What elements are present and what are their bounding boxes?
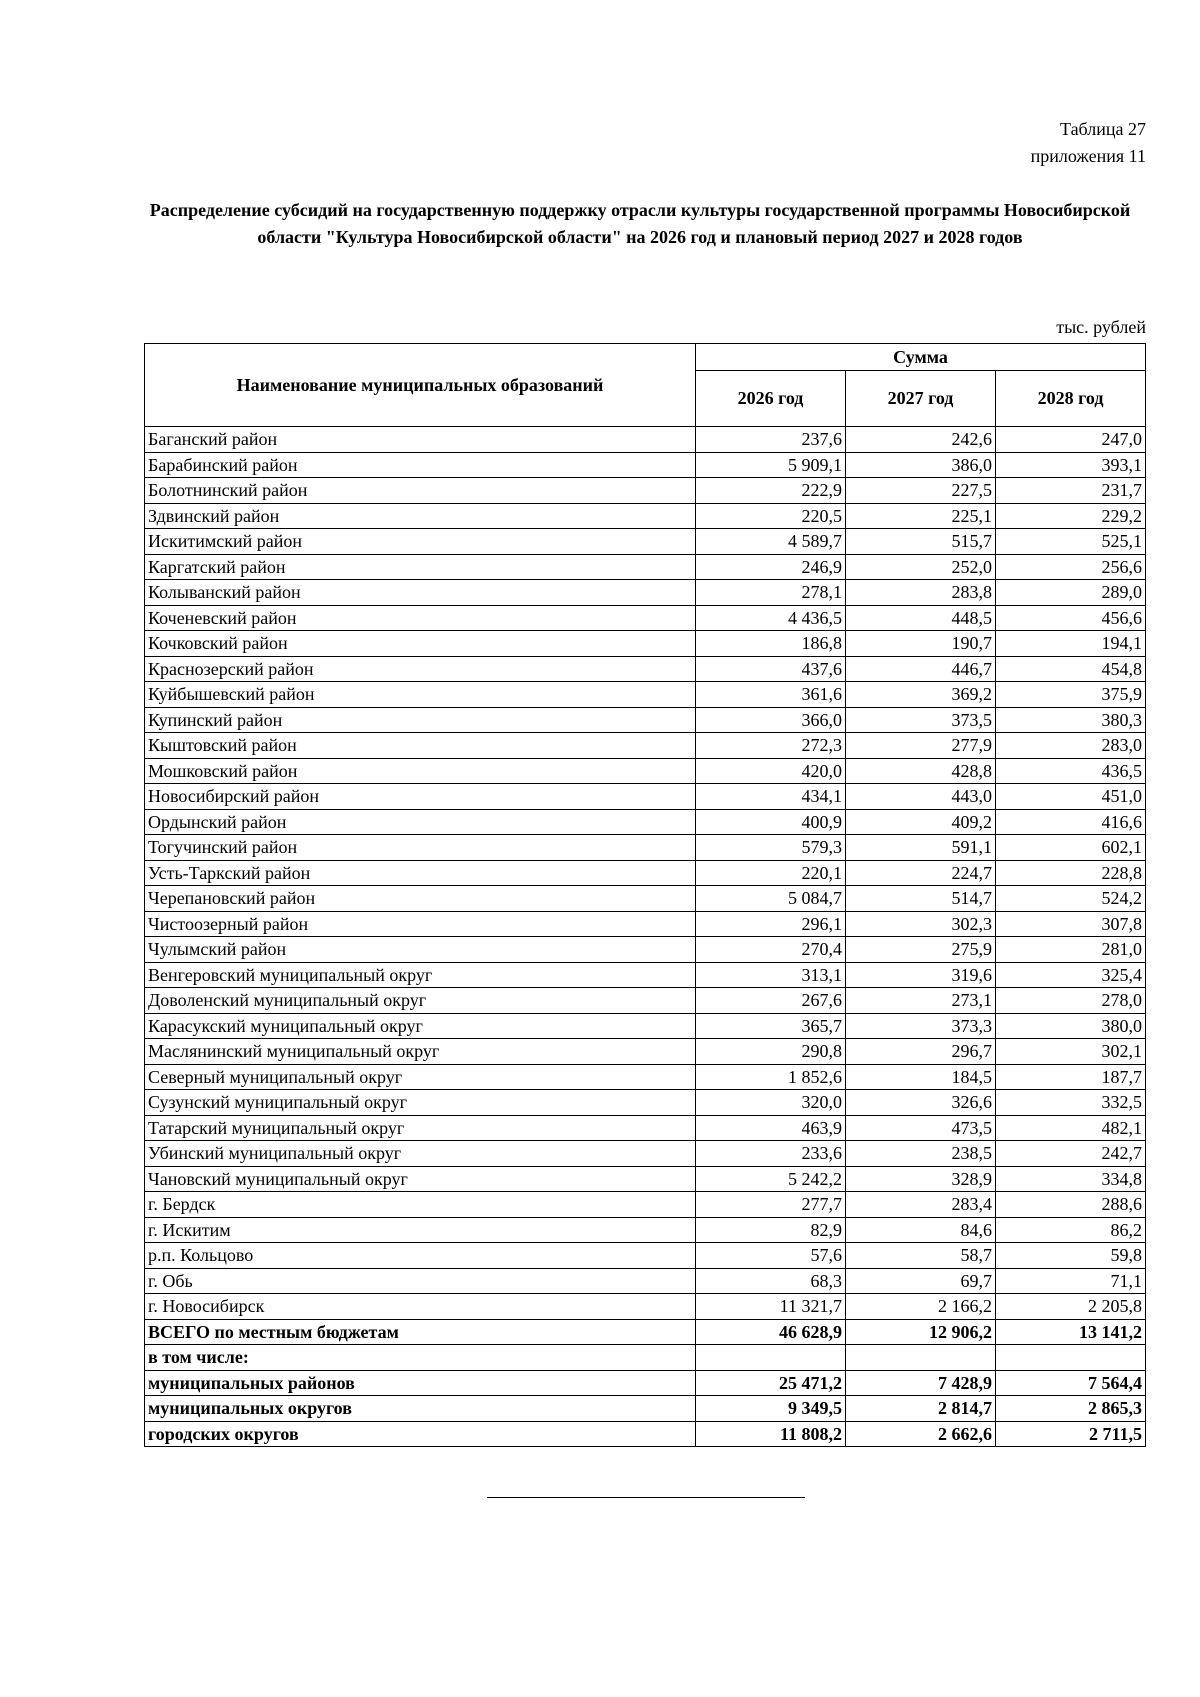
table-row xyxy=(145,1319,1146,1345)
amount-cell: 325,4 xyxy=(996,962,1146,988)
table-row xyxy=(145,1039,1146,1065)
municipality-name: Коченевский район xyxy=(145,605,696,631)
table-row xyxy=(145,452,1146,478)
amount-cell: 233,6 xyxy=(696,1141,846,1167)
amount-cell: 2 865,3 xyxy=(996,1396,1146,1422)
municipality-name: Ордынский район xyxy=(145,809,696,835)
municipality-name: Баганский район xyxy=(145,427,696,453)
table-row xyxy=(145,1090,1146,1116)
amount-cell: 237,6 xyxy=(696,427,846,453)
amount-cell: 246,9 xyxy=(696,554,846,580)
amount-cell: 224,7 xyxy=(846,860,996,886)
amount-cell: 400,9 xyxy=(696,809,846,835)
table-row xyxy=(145,886,1146,912)
table-row xyxy=(145,478,1146,504)
amount-cell: 9 349,5 xyxy=(696,1396,846,1422)
amount-cell: 5 909,1 xyxy=(696,452,846,478)
amount-cell xyxy=(846,1345,996,1371)
appendix-reference: приложения 11 xyxy=(1030,146,1146,166)
amount-cell: 525,1 xyxy=(996,529,1146,555)
municipality-name: Венгеровский муниципальный округ xyxy=(145,962,696,988)
column-header-year: 2026 год xyxy=(696,371,846,427)
amount-cell: 2 814,7 xyxy=(846,1396,996,1422)
amount-cell: 365,7 xyxy=(696,1013,846,1039)
table-row xyxy=(145,911,1146,937)
amount-cell: 4 589,7 xyxy=(696,529,846,555)
amount-cell: 225,1 xyxy=(846,503,996,529)
amount-cell: 454,8 xyxy=(996,656,1146,682)
municipality-name: Сузунский муниципальный округ xyxy=(145,1090,696,1116)
table-row xyxy=(145,1294,1146,1320)
table-row xyxy=(145,1166,1146,1192)
table-row xyxy=(145,860,1146,886)
amount-cell: 296,7 xyxy=(846,1039,996,1065)
table-row xyxy=(145,1370,1146,1396)
table-row xyxy=(145,1064,1146,1090)
municipality-name: г. Обь xyxy=(145,1268,696,1294)
amount-cell: 320,0 xyxy=(696,1090,846,1116)
amount-cell: 58,7 xyxy=(846,1243,996,1269)
municipality-name: Мошковский район xyxy=(145,758,696,784)
amount-cell: 4 436,5 xyxy=(696,605,846,631)
amount-cell: 231,7 xyxy=(996,478,1146,504)
table-row xyxy=(145,784,1146,810)
amount-cell: 515,7 xyxy=(846,529,996,555)
amount-cell: 25 471,2 xyxy=(696,1370,846,1396)
amount-cell: 332,5 xyxy=(996,1090,1146,1116)
table-row xyxy=(145,580,1146,606)
amount-cell: 373,3 xyxy=(846,1013,996,1039)
amount-cell: 420,0 xyxy=(696,758,846,784)
table-row xyxy=(145,1396,1146,1422)
amount-cell: 448,5 xyxy=(846,605,996,631)
table-row xyxy=(145,809,1146,835)
municipality-name: Здвинский район xyxy=(145,503,696,529)
amount-cell: 524,2 xyxy=(996,886,1146,912)
table-row xyxy=(145,1192,1146,1218)
amount-cell: 184,5 xyxy=(846,1064,996,1090)
table-row xyxy=(145,503,1146,529)
amount-cell: 68,3 xyxy=(696,1268,846,1294)
table-row xyxy=(145,835,1146,861)
amount-cell: 270,4 xyxy=(696,937,846,963)
municipality-name: Черепановский район xyxy=(145,886,696,912)
amount-cell: 296,1 xyxy=(696,911,846,937)
column-header-sum: Сумма xyxy=(696,344,1146,371)
amount-cell: 267,6 xyxy=(696,988,846,1014)
amount-cell: 2 711,5 xyxy=(996,1421,1146,1447)
amount-cell: 302,1 xyxy=(996,1039,1146,1065)
table-row xyxy=(145,554,1146,580)
amount-cell: 289,0 xyxy=(996,580,1146,606)
column-header-municipality: Наименование муниципальных образований xyxy=(145,344,696,427)
amount-cell: 59,8 xyxy=(996,1243,1146,1269)
amount-cell: 272,3 xyxy=(696,733,846,759)
amount-cell: 328,9 xyxy=(846,1166,996,1192)
municipality-name: Карасукский муниципальный округ xyxy=(145,1013,696,1039)
amount-cell: 290,8 xyxy=(696,1039,846,1065)
amount-cell: 443,0 xyxy=(846,784,996,810)
amount-cell: 252,0 xyxy=(846,554,996,580)
amount-cell: 393,1 xyxy=(996,452,1146,478)
amount-cell: 229,2 xyxy=(996,503,1146,529)
municipality-name: городских округов xyxy=(145,1421,696,1447)
amount-cell: 187,7 xyxy=(996,1064,1146,1090)
amount-cell: 446,7 xyxy=(846,656,996,682)
amount-cell: 2 662,6 xyxy=(846,1421,996,1447)
amount-cell xyxy=(696,1345,846,1371)
subsidy-table xyxy=(144,343,1146,1447)
amount-cell: 86,2 xyxy=(996,1217,1146,1243)
municipality-name: Чановский муниципальный округ xyxy=(145,1166,696,1192)
amount-cell: 369,2 xyxy=(846,682,996,708)
municipality-name: Усть-Таркский район xyxy=(145,860,696,886)
table-row xyxy=(145,1115,1146,1141)
amount-cell: 283,4 xyxy=(846,1192,996,1218)
amount-cell: 11 321,7 xyxy=(696,1294,846,1320)
amount-cell: 386,0 xyxy=(846,452,996,478)
municipality-name: ВСЕГО по местным бюджетам xyxy=(145,1319,696,1345)
amount-cell: 380,0 xyxy=(996,1013,1146,1039)
amount-cell: 334,8 xyxy=(996,1166,1146,1192)
amount-cell: 278,0 xyxy=(996,988,1146,1014)
amount-cell: 5 084,7 xyxy=(696,886,846,912)
amount-cell: 7 428,9 xyxy=(846,1370,996,1396)
municipality-name: Новосибирский район xyxy=(145,784,696,810)
municipality-name: Искитимский район xyxy=(145,529,696,555)
amount-cell: 281,0 xyxy=(996,937,1146,963)
table-row xyxy=(145,733,1146,759)
amount-cell: 71,1 xyxy=(996,1268,1146,1294)
table-row xyxy=(145,707,1146,733)
table-row xyxy=(145,682,1146,708)
municipality-name: Каргатский район xyxy=(145,554,696,580)
table-row xyxy=(145,988,1146,1014)
municipality-name: Куйбышевский район xyxy=(145,682,696,708)
amount-cell: 277,7 xyxy=(696,1192,846,1218)
document-title: Распределение субсидий на государственную поддержку отрасли культуры государственной программы Новосибирской области "Культура Новосибирской области" на 2026 год и плановый период 2027 и 2028 годов xyxy=(149,200,1131,247)
amount-cell: 13 141,2 xyxy=(996,1319,1146,1345)
amount-cell: 437,6 xyxy=(696,656,846,682)
amount-cell xyxy=(996,1345,1146,1371)
amount-cell: 283,8 xyxy=(846,580,996,606)
table-row xyxy=(145,1421,1146,1447)
table-row xyxy=(145,1268,1146,1294)
amount-cell: 361,6 xyxy=(696,682,846,708)
amount-cell: 190,7 xyxy=(846,631,996,657)
separator-line xyxy=(487,1497,805,1498)
amount-cell: 238,5 xyxy=(846,1141,996,1167)
amount-cell: 5 242,2 xyxy=(696,1166,846,1192)
municipality-name: Убинский муниципальный округ xyxy=(145,1141,696,1167)
amount-cell: 12 906,2 xyxy=(846,1319,996,1345)
amount-cell: 416,6 xyxy=(996,809,1146,835)
amount-cell: 11 808,2 xyxy=(696,1421,846,1447)
municipality-name: Купинский район xyxy=(145,707,696,733)
amount-cell: 222,9 xyxy=(696,478,846,504)
amount-cell: 463,9 xyxy=(696,1115,846,1141)
amount-cell: 194,1 xyxy=(996,631,1146,657)
table-row xyxy=(145,1217,1146,1243)
amount-cell: 256,6 xyxy=(996,554,1146,580)
table-row xyxy=(145,529,1146,555)
amount-cell: 277,9 xyxy=(846,733,996,759)
amount-cell: 275,9 xyxy=(846,937,996,963)
amount-cell: 2 166,2 xyxy=(846,1294,996,1320)
amount-cell: 273,1 xyxy=(846,988,996,1014)
amount-cell: 375,9 xyxy=(996,682,1146,708)
municipality-name: г. Новосибирск xyxy=(145,1294,696,1320)
municipality-name: Маслянинский муниципальный округ xyxy=(145,1039,696,1065)
amount-cell: 380,3 xyxy=(996,707,1146,733)
amount-cell: 579,3 xyxy=(696,835,846,861)
amount-cell: 434,1 xyxy=(696,784,846,810)
amount-cell: 591,1 xyxy=(846,835,996,861)
amount-cell: 288,6 xyxy=(996,1192,1146,1218)
amount-cell: 313,1 xyxy=(696,962,846,988)
amount-cell: 278,1 xyxy=(696,580,846,606)
amount-cell: 247,0 xyxy=(996,427,1146,453)
municipality-name: р.п. Кольцово xyxy=(145,1243,696,1269)
amount-cell: 451,0 xyxy=(996,784,1146,810)
municipality-name: Тогучинский район xyxy=(145,835,696,861)
amount-cell: 242,6 xyxy=(846,427,996,453)
amount-cell: 373,5 xyxy=(846,707,996,733)
municipality-name: Чистоозерный район xyxy=(145,911,696,937)
amount-cell: 2 205,8 xyxy=(996,1294,1146,1320)
amount-cell: 69,7 xyxy=(846,1268,996,1294)
municipality-name: Кочковский район xyxy=(145,631,696,657)
table-number: Таблица 27 xyxy=(1060,119,1146,139)
table-row xyxy=(145,1141,1146,1167)
municipality-name: в том числе: xyxy=(145,1345,696,1371)
amount-cell: 220,1 xyxy=(696,860,846,886)
table-row xyxy=(145,937,1146,963)
table-row xyxy=(145,427,1146,453)
municipality-name: Чулымский район xyxy=(145,937,696,963)
municipality-name: г. Бердск xyxy=(145,1192,696,1218)
amount-cell: 436,5 xyxy=(996,758,1146,784)
amount-cell: 220,5 xyxy=(696,503,846,529)
amount-cell: 228,8 xyxy=(996,860,1146,886)
table-row xyxy=(145,631,1146,657)
column-header-year: 2028 год xyxy=(996,371,1146,427)
amount-cell: 473,5 xyxy=(846,1115,996,1141)
amount-cell: 428,8 xyxy=(846,758,996,784)
amount-cell: 307,8 xyxy=(996,911,1146,937)
amount-cell: 227,5 xyxy=(846,478,996,504)
amount-cell: 242,7 xyxy=(996,1141,1146,1167)
amount-cell: 283,0 xyxy=(996,733,1146,759)
table-row xyxy=(145,962,1146,988)
amount-cell: 46 628,9 xyxy=(696,1319,846,1345)
table-row xyxy=(145,605,1146,631)
table-row xyxy=(145,1345,1146,1371)
municipality-name: Татарский муниципальный округ xyxy=(145,1115,696,1141)
municipality-name: Кыштовский район xyxy=(145,733,696,759)
municipality-name: муниципальных округов xyxy=(145,1396,696,1422)
table-row xyxy=(145,1013,1146,1039)
municipality-name: Северный муниципальный округ xyxy=(145,1064,696,1090)
amount-cell: 319,6 xyxy=(846,962,996,988)
column-header-year: 2027 год xyxy=(846,371,996,427)
municipality-name: Болотнинский район xyxy=(145,478,696,504)
municipality-name: Колыванский район xyxy=(145,580,696,606)
amount-cell: 7 564,4 xyxy=(996,1370,1146,1396)
amount-cell: 186,8 xyxy=(696,631,846,657)
amount-cell: 82,9 xyxy=(696,1217,846,1243)
municipality-name: Доволенский муниципальный округ xyxy=(145,988,696,1014)
amount-cell: 57,6 xyxy=(696,1243,846,1269)
table-row xyxy=(145,1243,1146,1269)
amount-cell: 326,6 xyxy=(846,1090,996,1116)
municipality-name: г. Искитим xyxy=(145,1217,696,1243)
municipality-name: Краснозерский район xyxy=(145,656,696,682)
units-label: тыс. рублей xyxy=(1056,317,1146,337)
amount-cell: 482,1 xyxy=(996,1115,1146,1141)
municipality-name: муниципальных районов xyxy=(145,1370,696,1396)
amount-cell: 602,1 xyxy=(996,835,1146,861)
amount-cell: 514,7 xyxy=(846,886,996,912)
table-row xyxy=(145,758,1146,784)
amount-cell: 84,6 xyxy=(846,1217,996,1243)
amount-cell: 456,6 xyxy=(996,605,1146,631)
amount-cell: 1 852,6 xyxy=(696,1064,846,1090)
municipality-name: Барабинский район xyxy=(145,452,696,478)
amount-cell: 366,0 xyxy=(696,707,846,733)
amount-cell: 409,2 xyxy=(846,809,996,835)
table-row xyxy=(145,656,1146,682)
amount-cell: 302,3 xyxy=(846,911,996,937)
